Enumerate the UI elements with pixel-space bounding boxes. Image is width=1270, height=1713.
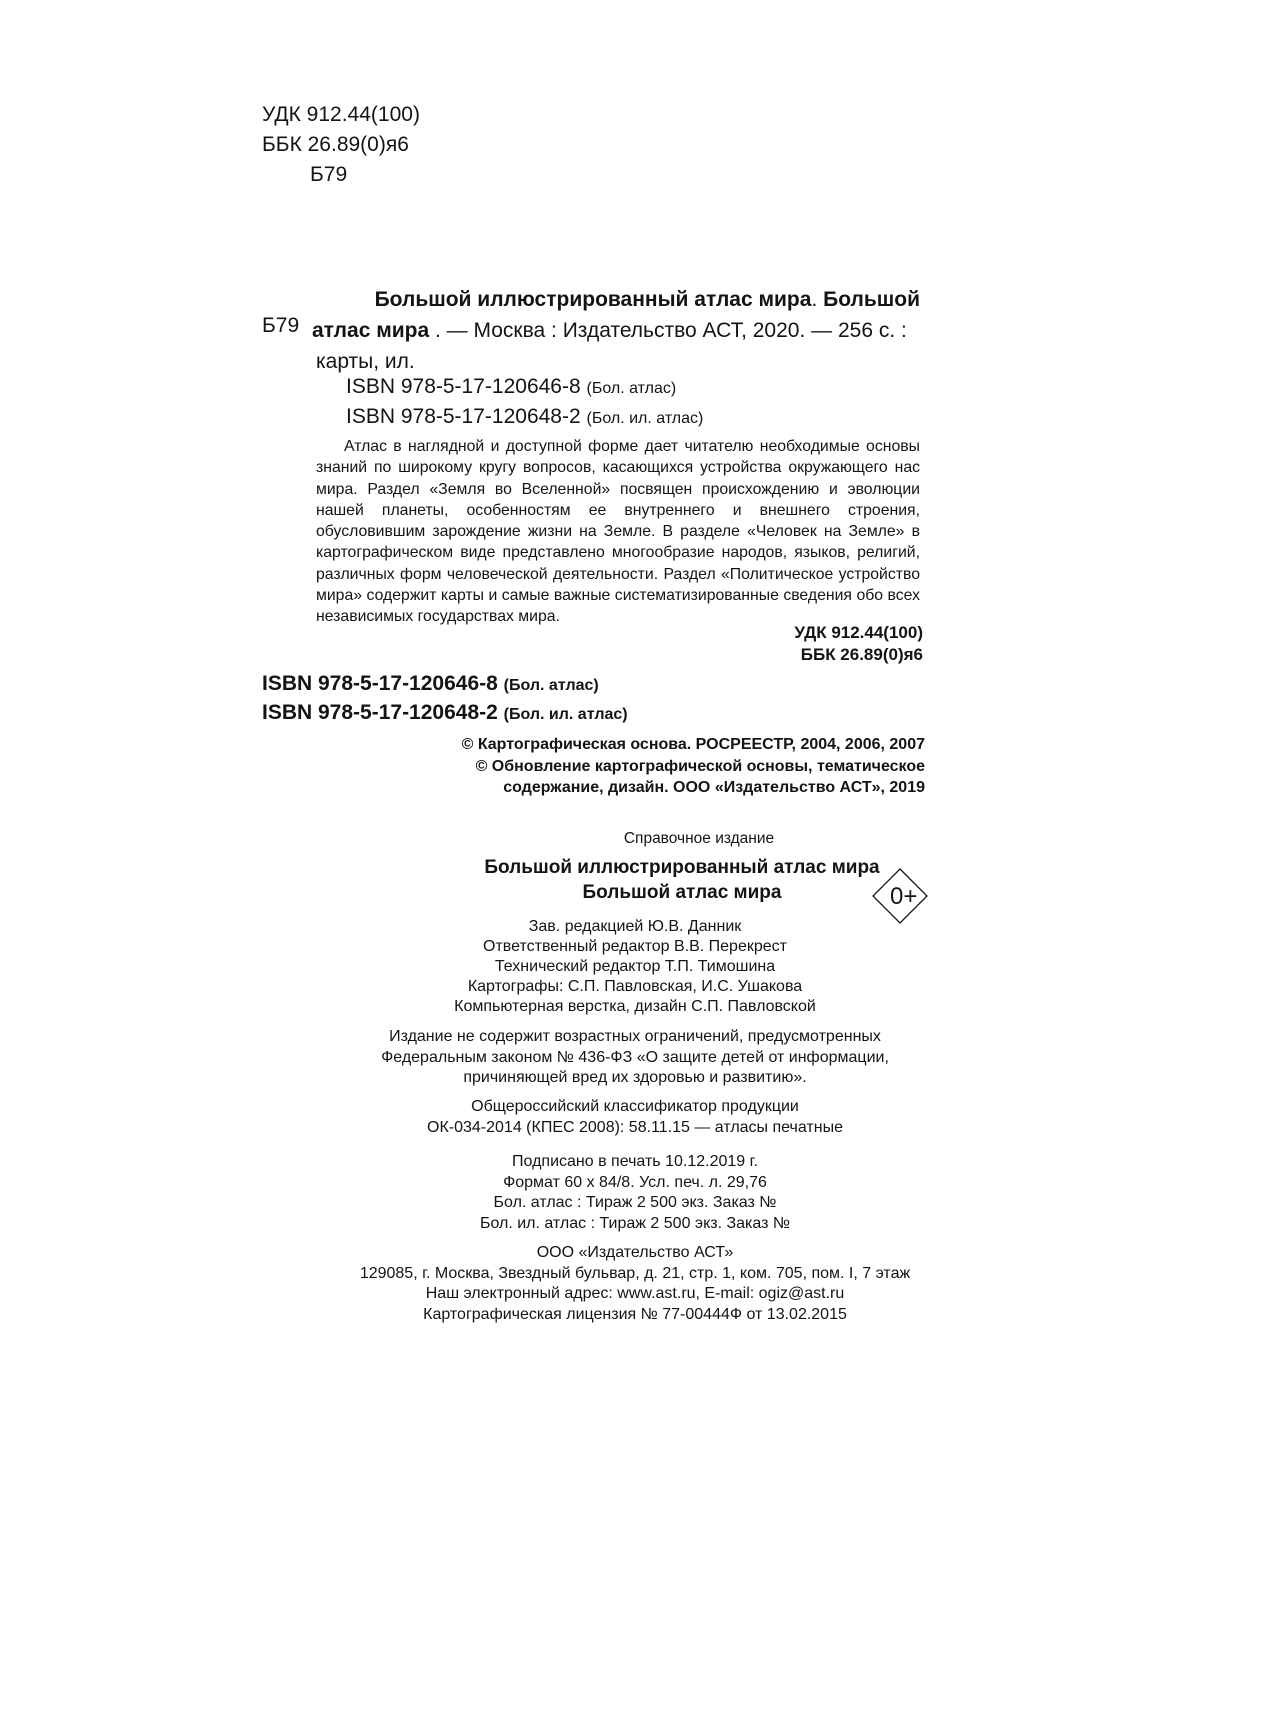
age-notice <box>0 1027 1270 1089</box>
isbn-number: ISBN 978-5-17-120646-8 <box>346 375 587 398</box>
bib-isbn-list <box>346 373 703 433</box>
publisher-info <box>0 1243 1270 1325</box>
staff-line: Зав. редакцией Ю.В. Данник <box>528 918 742 935</box>
bib-title-second-a: Большой <box>823 288 920 311</box>
print-line: Бол. ил. атлас : Тираж 2 500 экз. Заказ № <box>479 1214 791 1232</box>
print-line: Подписано в печать 10.12.2019 г. <box>512 1153 758 1170</box>
bib-title-separator: . <box>811 288 824 311</box>
udk-code-right: УДК 912.44(100) <box>794 623 923 642</box>
print-info <box>0 1152 1270 1234</box>
isbn-line <box>262 670 628 699</box>
isbn-block <box>262 670 628 728</box>
bbk-code-right: ББК 26.89(0)я6 <box>800 645 923 664</box>
copyright-block <box>462 734 925 799</box>
isbn-note: (Бол. атлас) <box>503 677 599 694</box>
isbn-line <box>262 699 628 728</box>
classification-right <box>794 622 923 666</box>
notice-line: Федеральным законом № 436-ФЗ «О защите детей от информации, <box>381 1048 889 1066</box>
title-line: Большой атлас мира <box>582 882 782 903</box>
staff-line: Ответственный редактор В.В. Перекрест <box>483 938 787 955</box>
udk-code: УДК 912.44(100) <box>262 103 420 126</box>
notice-line: Издание не содержит возрастных ограничений, предусмотренных <box>389 1028 881 1045</box>
isbn-note: (Бол. ил. атлас) <box>503 706 628 723</box>
product-classifier <box>0 1097 1270 1138</box>
copyright-line: содержание, дизайн. ООО «Издательство АСТ», 2019 <box>503 779 925 796</box>
bib-line-2 <box>312 315 920 346</box>
annotation: Атлас в наглядной и доступной форме дает читателю необходимые основы знаний по широкому кругу вопросов, касающихся устройства окружающего нас мира. Раздел «Земля во Вселенной» посвящен происхождению и эволюции нашей планеты, особенностям ее внутреннего и внешнего строения, обусловившим зарождение жизни на Земле. В разделе «Человек на Земле» в картографическом виде представлено многообразие народов, языков, религий, различных форм человеческой деятельности. Раздел «Политическое устройство мира» содержит карты и самые важные систематизированные сведения обо всех независимых государствах мира. <box>316 438 920 626</box>
bib-imprint: . — Москва : Издательство АСТ, 2020. — 256 с. : <box>429 319 907 342</box>
isbn-note: (Бол. ил. атлас) <box>586 410 704 427</box>
edition-type: Справочное издание <box>623 830 775 847</box>
copyright-line: © Обновление картографической основы, тематическое <box>475 757 925 775</box>
staff-line: Компьютерная верстка, дизайн С.П. Павловской <box>454 998 816 1015</box>
bib-isbn-line <box>346 403 703 433</box>
age-rating-label: 0+ <box>890 883 918 910</box>
staff-line: Технический редактор Т.П. Тимошина <box>494 958 776 975</box>
staff-block <box>0 917 1270 1017</box>
bib-line-1 <box>316 284 920 315</box>
publisher-line: Наш электронный адрес: www.ast.ru, E-mail: ogiz@ast.ru <box>425 1285 845 1302</box>
isbn-number: ISBN 978-5-17-120646-8 <box>262 672 504 695</box>
classifier-line: ОК-034-2014 (КПЕС 2008): 58.11.15 — атласы печатные <box>427 1118 843 1136</box>
copyright-line: © Картографическая основа. РОСРЕЕСТР, 2004, 2006, 2007 <box>461 736 925 753</box>
bib-author-mark: Б79 <box>262 314 300 337</box>
isbn-number: ISBN 978-5-17-120648-2 <box>346 405 587 428</box>
print-line: Формат 60 x 84/8. Усл. печ. л. 29,76 <box>503 1173 767 1191</box>
publisher-line: 129085, г. Москва, Звездный бульвар, д. 21, стр. 1, ком. 705, пом. I, 7 этаж <box>359 1264 911 1282</box>
age-rating-icon <box>872 868 928 924</box>
publisher-line: ООО «Издательство АСТ» <box>536 1244 734 1261</box>
staff-line: Картографы: С.П. Павловская, И.С. Ушакова <box>467 978 803 995</box>
bib-physical: карты, ил. <box>316 350 415 373</box>
bibliographic-record <box>312 284 920 377</box>
bib-title-second-b: атлас мира <box>312 319 430 342</box>
notice-line: причиняющей вред их здоровью и развитию». <box>463 1069 807 1086</box>
titles-block <box>0 855 1270 905</box>
classifier-line: Общероссийский классификатор продукции <box>471 1098 799 1115</box>
isbn-number: ISBN 978-5-17-120648-2 <box>262 701 504 724</box>
bib-isbn-line <box>346 373 703 403</box>
bbk-code: ББК 26.89(0)я6 <box>262 133 409 156</box>
top-classification <box>262 100 420 190</box>
print-line: Бол. атлас : Тираж 2 500 экз. Заказ № <box>493 1194 777 1211</box>
publisher-line: Картографическая лицензия № 77-00444Ф от 13.02.2015 <box>423 1305 847 1323</box>
isbn-note: (Бол. атлас) <box>586 380 677 397</box>
title-line: Большой иллюстрированный атлас мира <box>484 857 880 878</box>
bib-title-main: Большой иллюстрированный атлас мира <box>374 288 812 311</box>
author-mark: Б79 <box>310 163 348 186</box>
